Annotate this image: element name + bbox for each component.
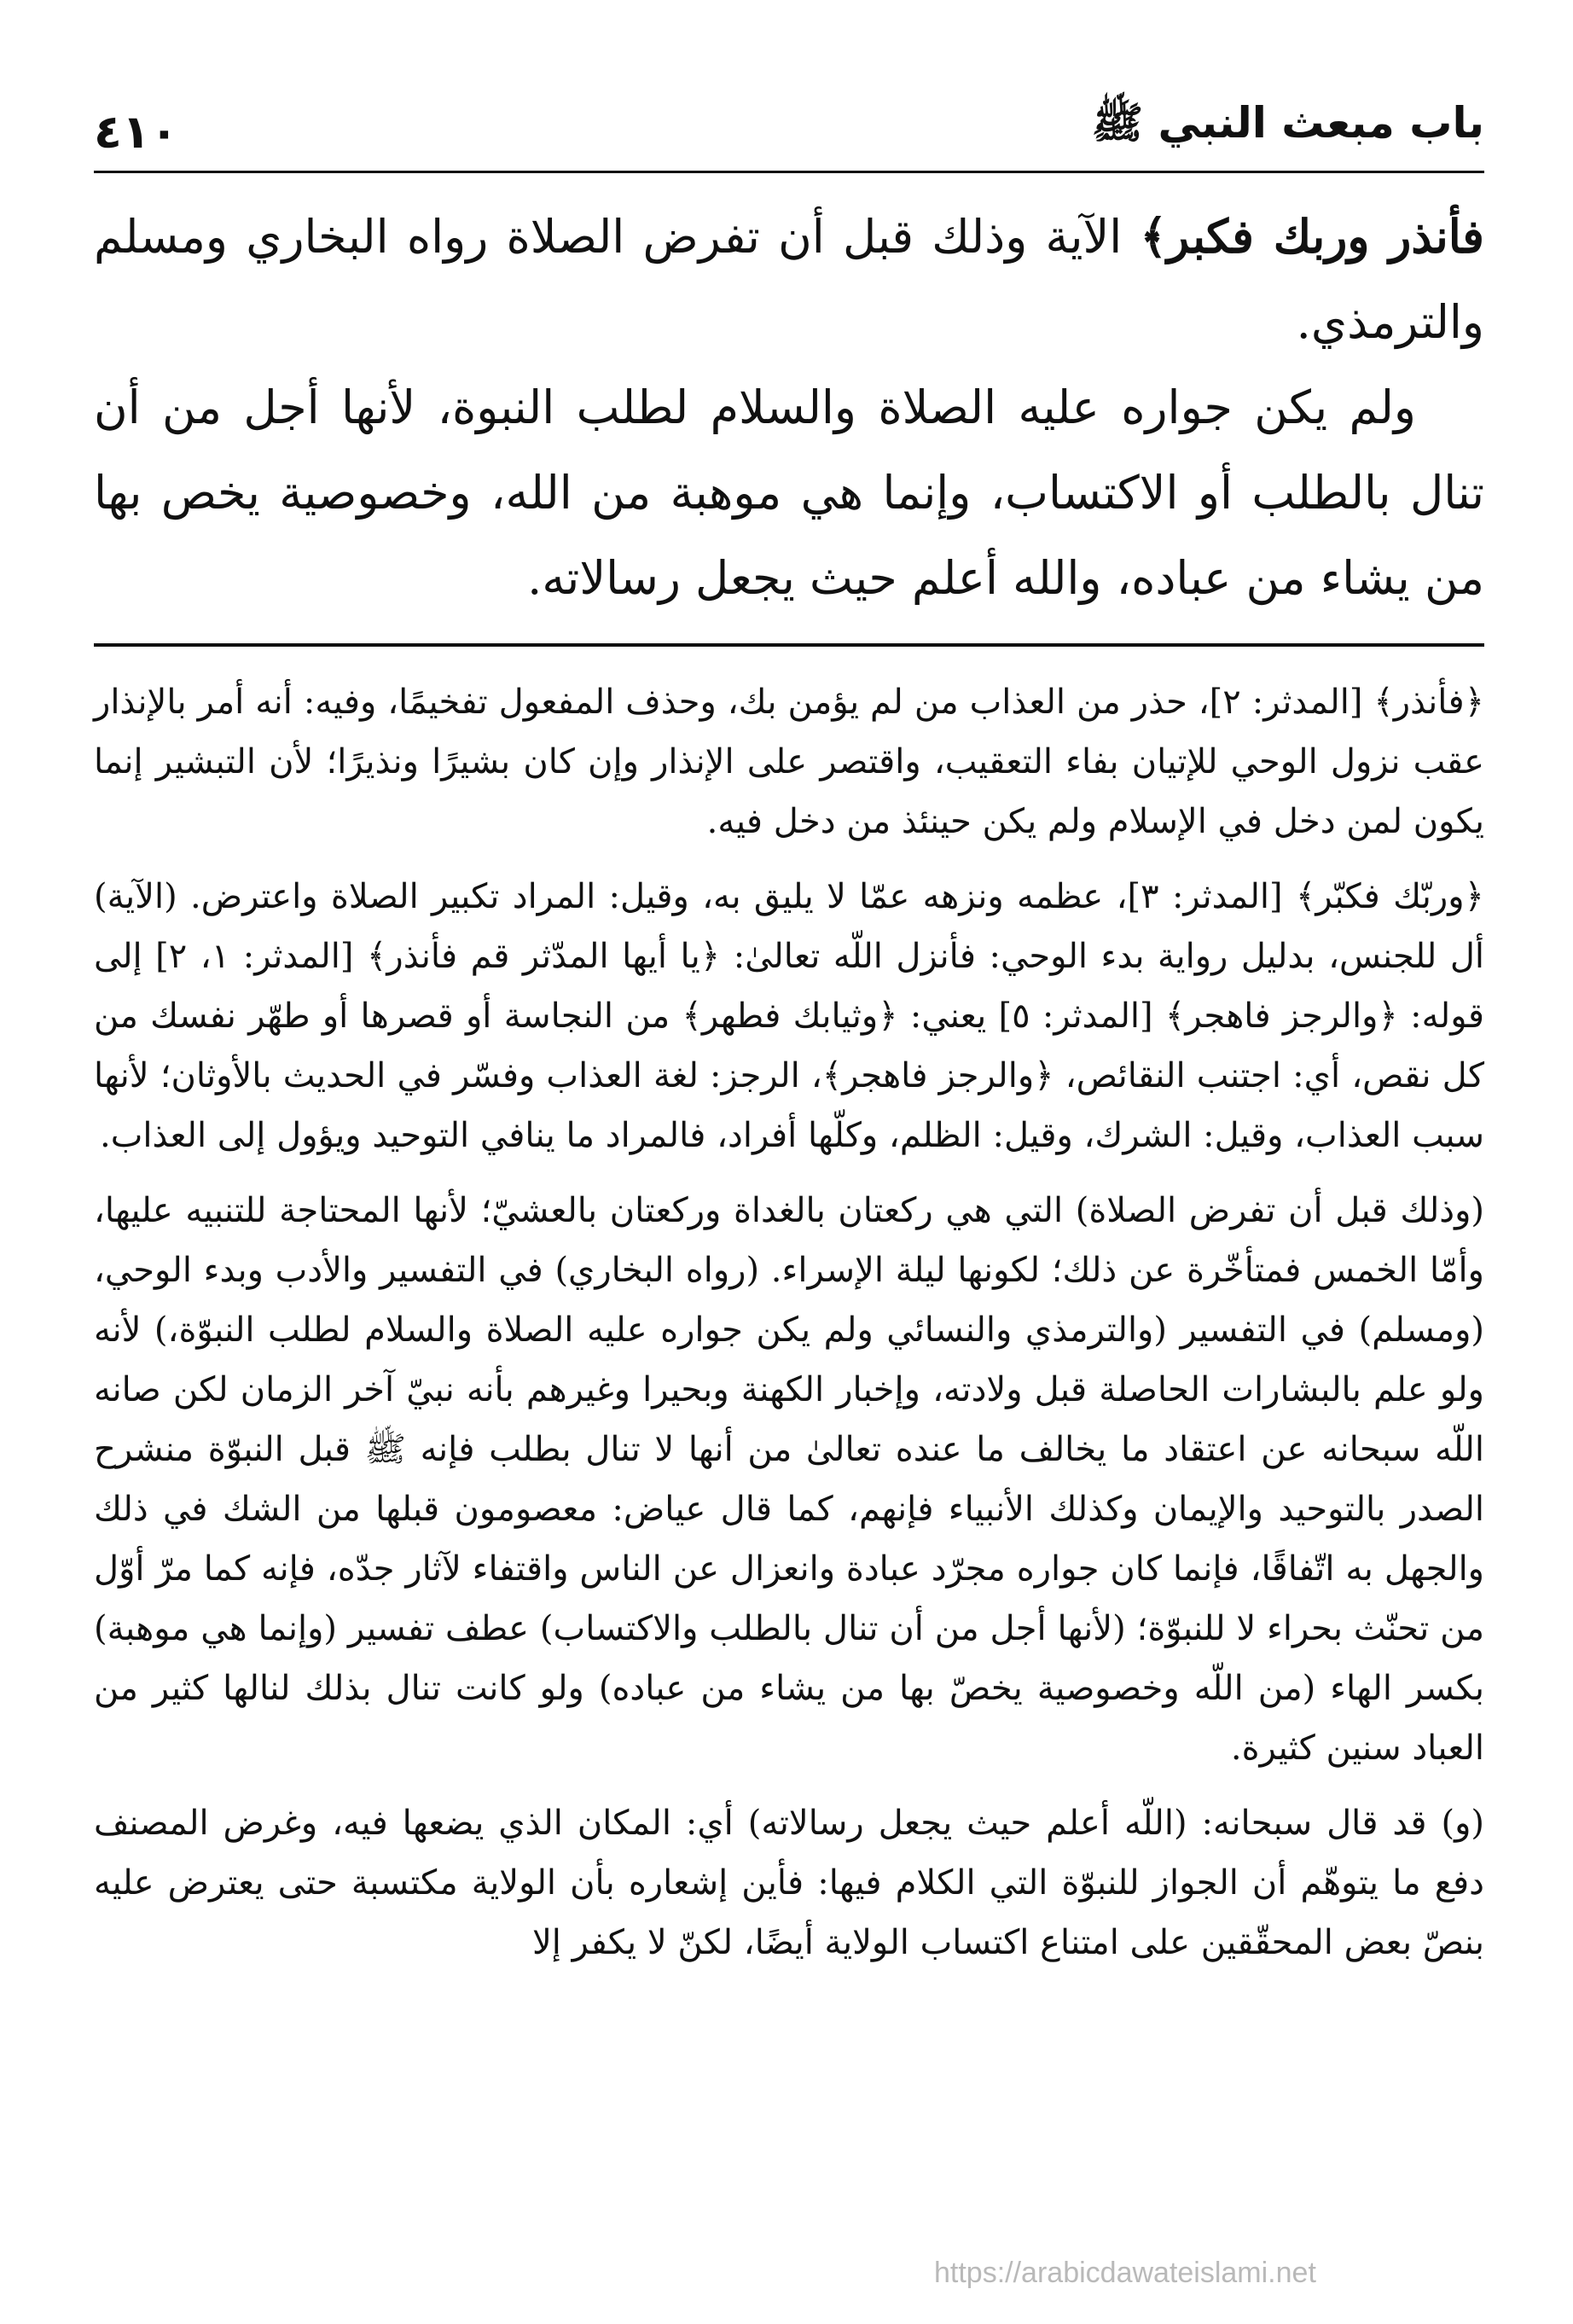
quran-quote: فأنذر وربك فكبر﴾ bbox=[1140, 209, 1484, 264]
main-paragraph-1-text: الآية وذلك قبل أن تفرض الصلاة رواه البخاري ومسلم والترمذي. bbox=[94, 210, 1484, 349]
commentary-paragraph-2: ﴿وربّك فكبّر﴾ [المدثر: ٣]، عظمه ونزهه عمّا لا يليق به، وقيل: المراد تكبير الصلاة واعترض. (الآية) أل للجنس، بدليل رواية بدء الوحي: فأنزل اللّه تعالىٰ: ﴿يا أيها المدّثر قم فأنذر﴾ [المدثر: ١، ٢] إلى قوله: ﴿والرجز فاهجر﴾ [المدثر: ٥] يعني: ﴿وثيابك فطهر﴾ من النجاسة أو قصرها أو طهّر نفسك من كل نقص، أي: اجتنب النقائص، ﴿والرجز فاهجر﴾، الرجز: لغة العذاب وفسّر في الحديث بالأوثان؛ لأنها سبب العذاب، وقيل: الشرك، وقيل: الظلم، وكلّها أفراد، فالمراد ما ينافي التوحيد ويؤول إلى العذاب. bbox=[94, 877, 1484, 1155]
main-paragraph-2: ولم يكن جواره عليه الصلاة والسلام لطلب النبوة، لأنها أجل من أن تنال بالطلب أو الاكتساب، وإنما هي موهبة من الله، وخصوصية يخص بها من يشاء من عباده، والله أعلم حيث يجعل رسالاته. bbox=[94, 381, 1484, 605]
header-rule bbox=[94, 171, 1484, 173]
chapter-title: باب مبعث النبي ﷺ bbox=[1091, 98, 1484, 148]
running-header bbox=[94, 85, 1484, 171]
page-number: ٤١٠ bbox=[94, 105, 178, 159]
watermark: https://arabicdawateislami.net bbox=[934, 2257, 1316, 2289]
footnote-separator bbox=[94, 643, 1484, 647]
commentary-paragraph-3: (وذلك قبل أن تفرض الصلاة) التي هي ركعتان بالغداة وركعتان بالعشيّ؛ لأنها المحتاجة للتنبيه عليها، وأمّا الخمس فمتأخّرة عن ذلك؛ لكونها ليلة الإسراء. (رواه البخاري) في التفسير والأدب وبدء الوحي، (ومسلم) في التفسير (والترمذي والنسائي ولم يكن جواره عليه الصلاة والسلام لطلب النبوّة،) لأنه ولو علم بالبشارات الحاصلة قبل ولادته، وإخبار الكهنة وبحيرا وغيرهم بأنه نبيّ آخر الزمان لكن صانه اللّه سبحانه عن اعتقاد ما يخالف ما عنده تعالىٰ من أنها لا تنال بطلب فإنه ﷺ قبل النبوّة منشرح الصدر بالتوحيد والإيمان وكذلك الأنبياء فإنهم، كما قال عياض: معصومون قبلها من الشك في ذلك والجهل به اتّفاقًا، فإنما كان جواره مجرّد عبادة وانعزال عن الناس واقتفاء لآثار جدّه، فإنه كما مرّ أوّل من تحنّث بحراء لا للنبوّة؛ (لأنها أجل من أن تنال بالطلب والاكتساب) عطف تفسير (وإنما هي موهبة) بكسر الهاء (من اللّه وخصوصية يخصّ بها من يشاء من عباده) ولو كانت تنال بذلك لنالها كثير من العباد سنين كثيرة. bbox=[94, 1191, 1485, 1768]
commentary-paragraph-4: (و) قد قال سبحانه: (اللّه أعلم حيث يجعل رسالاته) أي: المكان الذي يضعها فيه، وغرض المصنف دفع ما يتوهّم أن الجواز للنبوّة التي الكلام فيها: فأين إشعاره بأن الولاية مكتسبة حتى يعترض عليه بنصّ بعض المحقّقين على امتناع اكتساب الولاية أيضًا، لكنّ لا يكفر إلا bbox=[94, 1804, 1484, 1962]
commentary bbox=[94, 672, 1484, 1972]
main-paragraph-1 bbox=[94, 194, 1484, 365]
commentary-paragraph-1: ﴿فأنذر﴾ [المدثر: ٢]، حذر من العذاب من لم يؤمن بك، وحذف المفعول تفخيمًا، وفيه: أنه أمر بالإنذار عقب نزول الوحي للإتيان بفاء التعقيب، واقتصر على الإنذار وإن كان بشيرًا ونذيرًا؛ لأن التبشير إنما يكون لمن دخل في الإسلام ولم يكن حينئذ من دخل فيه. bbox=[94, 683, 1484, 841]
main-text bbox=[94, 194, 1484, 621]
page bbox=[94, 85, 1484, 2269]
